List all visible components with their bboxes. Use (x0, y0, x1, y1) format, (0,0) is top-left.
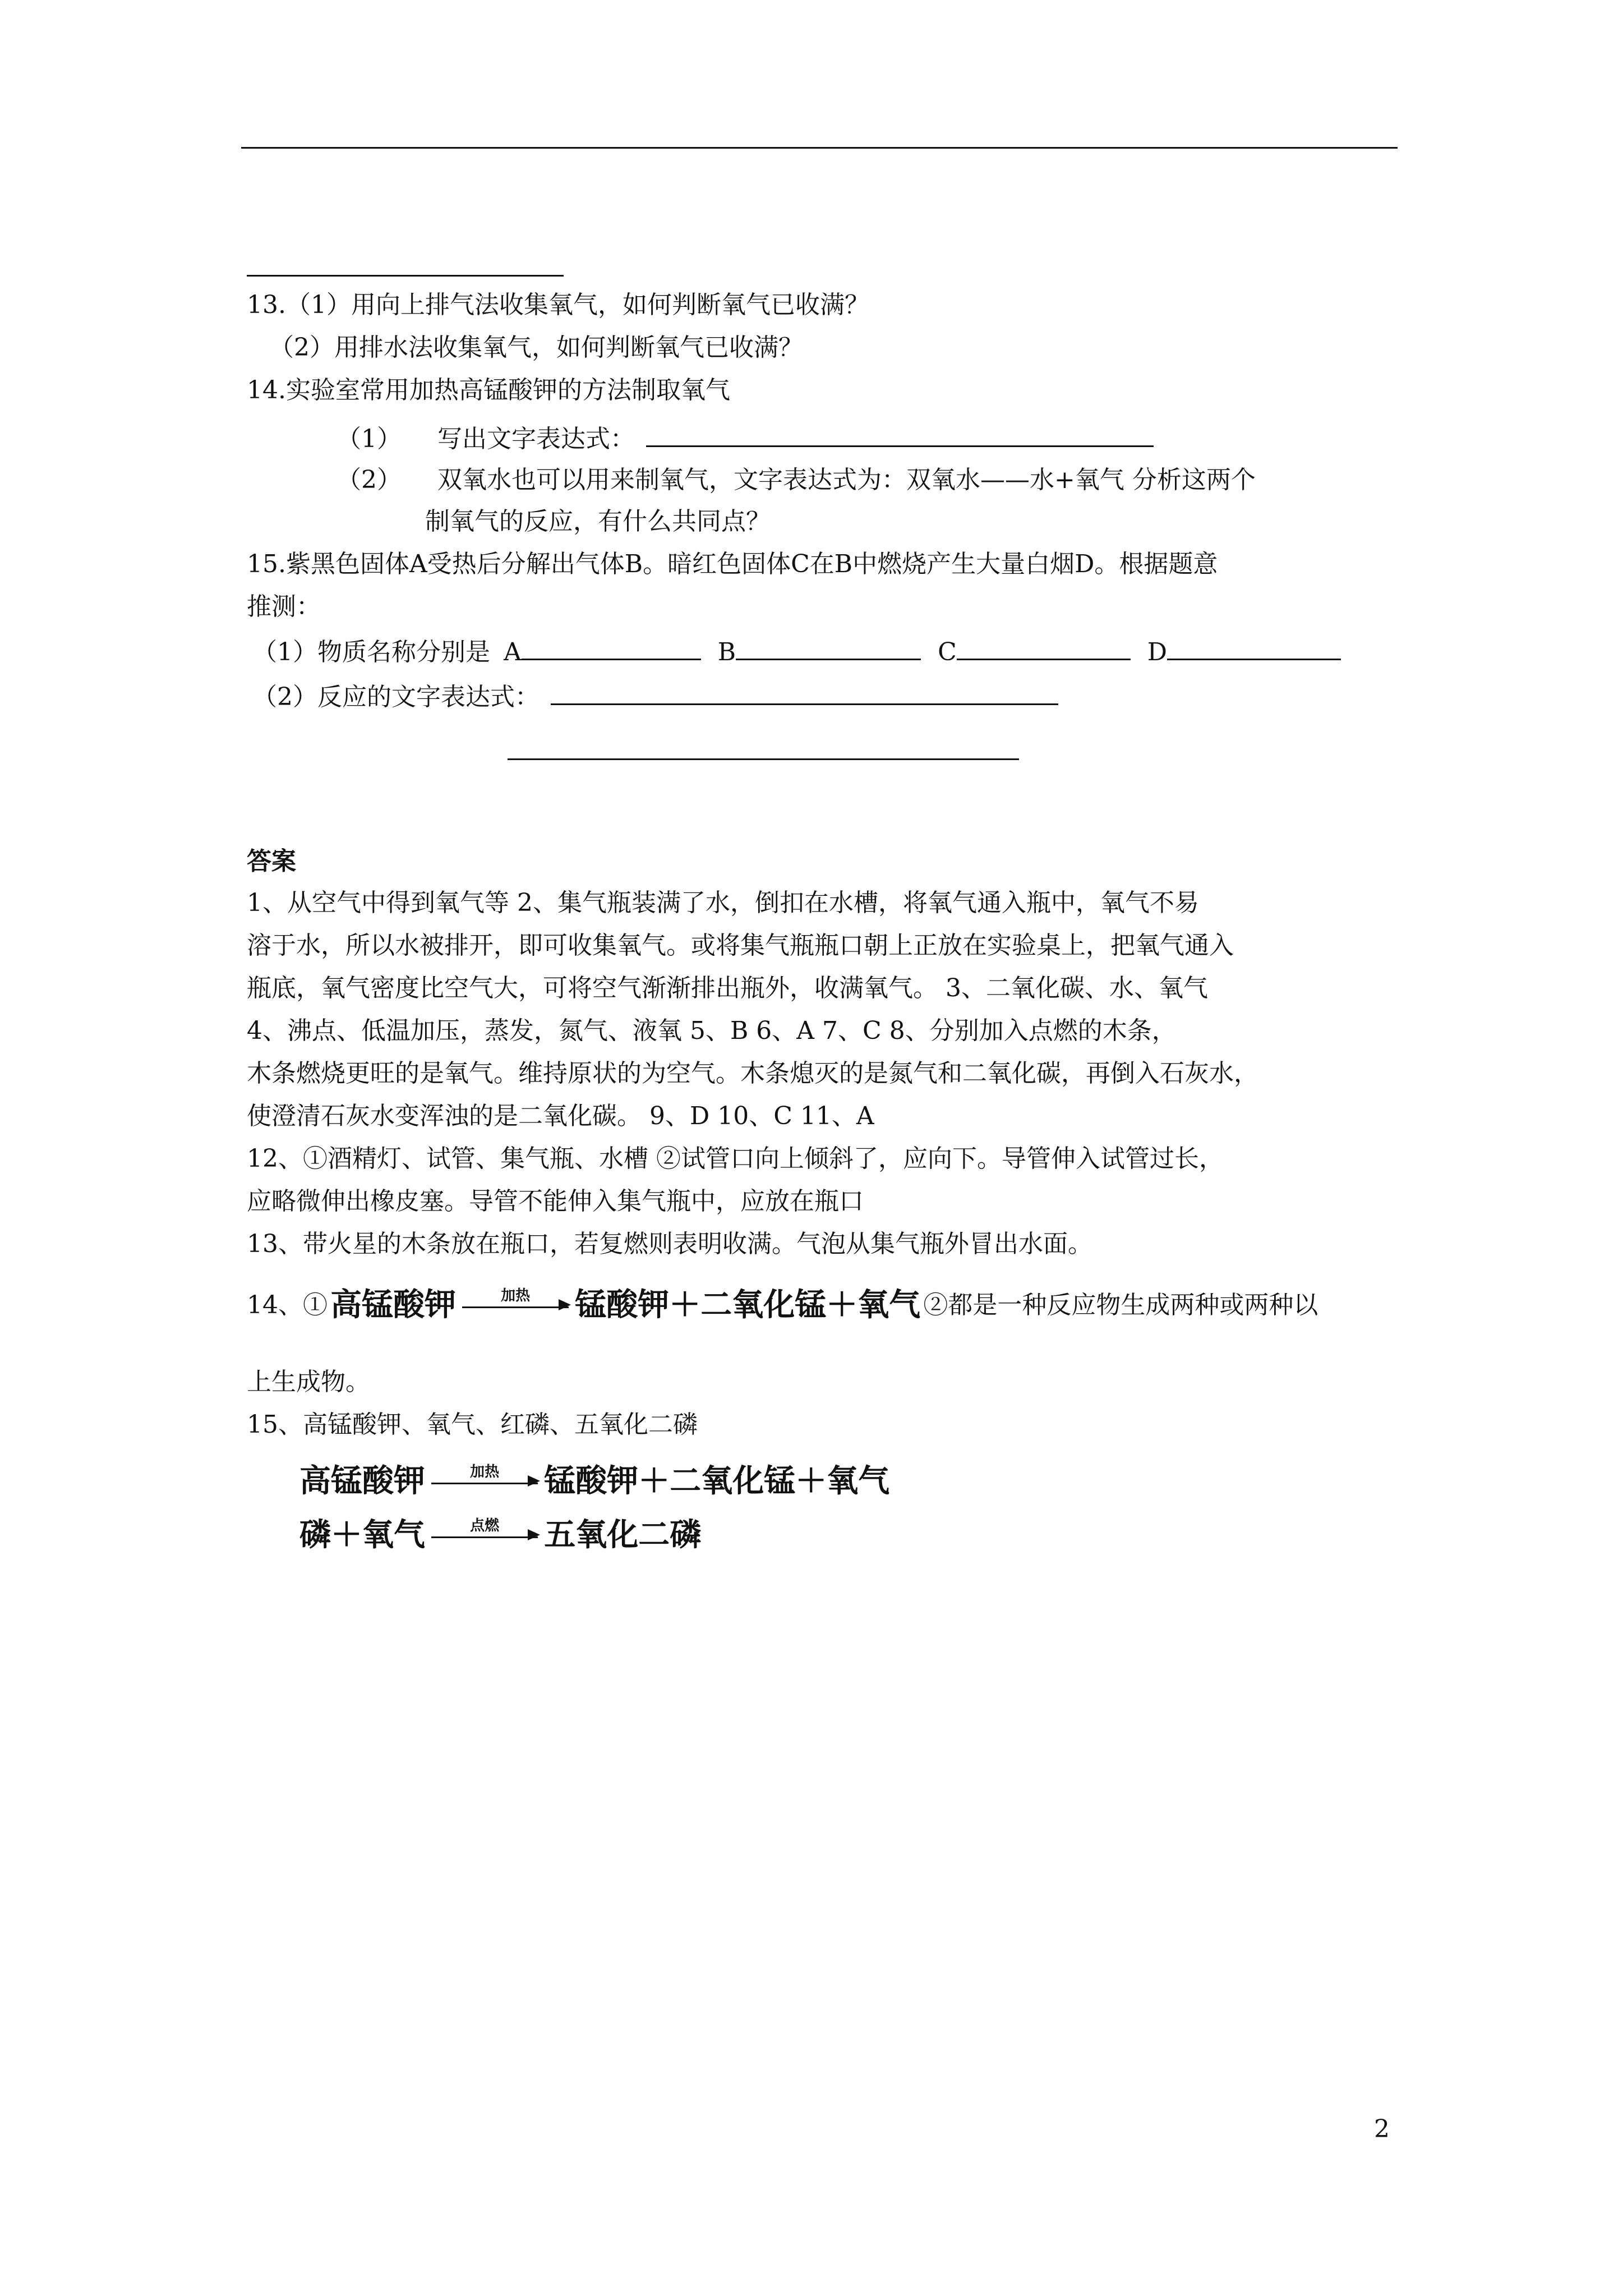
question-14-sub2 (336, 463, 1256, 497)
reaction-arrow (431, 1517, 538, 1538)
answer-blank[interactable] (646, 421, 1154, 447)
answer-line: 木条燃烧更旺的是氧气。维持原状的为空气。木条熄灭的是氮气和二氧化碳，再倒入石灰水， (247, 1059, 1258, 1088)
equation-products: 锰酸钾＋二氧化锰＋氧气 (575, 1287, 921, 1323)
question-14-sub2-continued: 制氧气的反应，有什么共同点？ (425, 507, 771, 536)
question-14-sub1 (336, 421, 1157, 456)
answers-heading: 答案 (247, 847, 296, 876)
blank-d[interactable] (1167, 634, 1341, 660)
section-rule (247, 275, 564, 277)
answer-line: 使澄清石灰水变浑浊的是二氧化碳。 9、D 10、C 11、A (247, 1102, 874, 1130)
label-c: C (938, 638, 957, 666)
sub-label: （1）物质名称分别是 (252, 638, 490, 666)
answer-line: 4、沸点、低温加压，蒸发，氮气、液氧 5、B 6、A 7、C 8、分别加入点燃的木条， (247, 1016, 1177, 1045)
answer-14-suffix: ②都是一种反应物生成两种或两种以 (923, 1291, 1318, 1319)
question-15-sub1 (252, 634, 1344, 669)
question-13-line-2: （2）用排水法收集氧气，如何判断氧气已收满？ (269, 333, 803, 362)
answer-15: 15、高锰酸钾、氧气、红磷、五氧化二磷 (247, 1410, 698, 1439)
label-d: D (1147, 638, 1168, 666)
answer-line: 13、带火星的木条放在瓶口，若复燃则表明收满。气泡从集气瓶外冒出水面。 (247, 1230, 1092, 1258)
equation-2 (299, 1516, 701, 1555)
equation-reactant: 高锰酸钾 (299, 1463, 425, 1499)
blank-a[interactable] (522, 634, 701, 660)
reaction-condition: 加热 (501, 1287, 531, 1304)
answer-14-continued: 上生成物。 (247, 1368, 370, 1396)
answer-14-prefix: 14、① (247, 1291, 328, 1319)
question-14-stem: 14.实验室常用加热高锰酸钾的方法制取氧气 (247, 376, 730, 404)
answer-blank[interactable] (551, 679, 1058, 705)
reaction-condition: 点燃 (470, 1517, 500, 1534)
label-a: A (504, 638, 522, 666)
reaction-arrow (462, 1287, 569, 1308)
blank-b[interactable] (736, 634, 921, 660)
sub-text: 双氧水也可以用来制氧气，文字表达式为：双氧水——水+氧气 分析这两个 (437, 466, 1256, 494)
answer-line: 瓶底，氧气密度比空气大，可将空气渐渐排出瓶外，收满氧气。 3、二氧化碳、水、氧气 (247, 974, 1208, 1002)
equation-products: 锰酸钾＋二氧化锰＋氧气 (544, 1463, 890, 1499)
page-number: 2 (1374, 2115, 1390, 2143)
header-rule (241, 147, 1398, 149)
equation-reactant: 磷＋氧气 (299, 1517, 425, 1553)
equation-1 (299, 1462, 889, 1501)
reaction-arrow (431, 1463, 538, 1484)
sub-label: （2）反应的文字表达式： (252, 683, 540, 711)
sub-number: （1） (336, 425, 402, 453)
blank-c[interactable] (957, 634, 1131, 660)
equation-products: 五氧化二磷 (544, 1517, 702, 1553)
answer-line: 应略微伸出橡皮塞。导管不能伸入集气瓶中，应放在瓶口 (247, 1187, 864, 1216)
sub-number: （2） (336, 466, 402, 494)
answer-line: 1、从空气中得到氧气等 2、集气瓶装满了水，倒扣在水槽，将氧气通入瓶中，氧气不易 (247, 889, 1199, 917)
question-15-sub2 (252, 679, 1062, 714)
sub-text: 写出文字表达式： (437, 425, 635, 453)
answer-14 (247, 1286, 1318, 1325)
label-b: B (717, 638, 736, 666)
question-15-stem-2: 推测： (247, 592, 321, 621)
answer-blank-line-2[interactable] (508, 758, 1019, 760)
equation-reactant: 高锰酸钾 (330, 1287, 457, 1323)
question-13-line-1: 13.（1）用向上排气法收集氧气，如何判断氧气已收满？ (247, 291, 869, 319)
question-15-stem-1: 15.紫黑色固体A受热后分解出气体B。暗红色固体C在B中燃烧产生大量白烟D。根据题意 (247, 550, 1218, 578)
answer-line: 12、①酒精灯、试管、集气瓶、水槽 ②试管口向上倾斜了，应向下。导管伸入试管过长， (247, 1144, 1224, 1173)
answer-line: 溶于水，所以水被排开，即可收集氧气。或将集气瓶瓶口朝上正放在实验桌上，把氧气通入 (247, 931, 1234, 960)
reaction-condition: 加热 (470, 1463, 500, 1480)
